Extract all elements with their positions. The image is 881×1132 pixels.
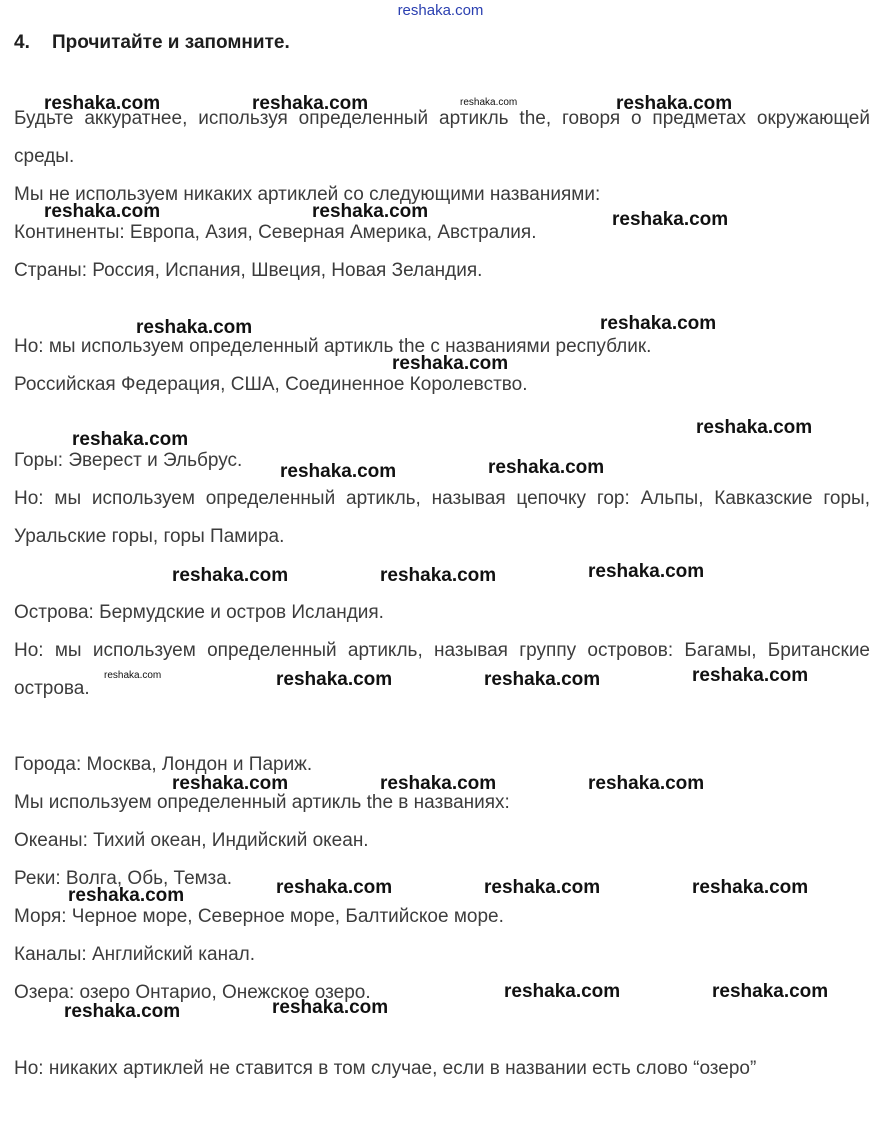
watermark: reshaka.com	[280, 461, 397, 482]
paragraph-islands: Острова: Бермудские и остров Исландия.	[14, 602, 384, 623]
watermark: reshaka.com	[380, 773, 497, 794]
watermark: reshaka.com	[692, 665, 809, 686]
watermark: reshaka.com	[712, 981, 829, 1002]
watermark: reshaka.com	[392, 353, 509, 374]
paragraph-seas: Моря: Черное море, Северное море, Балтийское море.	[14, 906, 504, 927]
paragraph-mountains: Горы: Эверест и Эльбрус.	[14, 450, 243, 471]
watermark: reshaka.com	[696, 417, 813, 438]
paragraph-federations: Российская Федерация, США, Соединенное Королевство.	[14, 374, 528, 395]
watermark: reshaka.com	[600, 313, 717, 334]
watermark: reshaka.com	[276, 669, 393, 690]
exercise-number: 4.	[14, 32, 30, 53]
exercise-title: Прочитайте и запомните.	[52, 32, 290, 53]
watermark: reshaka.com	[44, 93, 161, 114]
watermark: reshaka.com	[136, 317, 253, 338]
paragraph-no-articles: Мы не используем никаких артиклей со следующими названиями:	[14, 184, 601, 205]
paragraph-canals: Каналы: Английский канал.	[14, 944, 256, 965]
paragraph-countries: Страны: Россия, Испания, Швеция, Новая Зеландия.	[14, 260, 483, 281]
watermark: reshaka.com	[172, 565, 289, 586]
watermark: reshaka.com	[252, 93, 369, 114]
paragraph-with-the: Мы используем определенный артикль the в названиях:	[14, 792, 510, 813]
watermark: reshaka.com	[276, 877, 393, 898]
paragraph-republics: Но: мы используем определенный артикль the с названиями республик.	[14, 336, 652, 357]
exercise-heading	[14, 32, 290, 54]
watermark: reshaka.com	[272, 997, 389, 1018]
watermark: reshaka.com	[172, 773, 289, 794]
watermark: reshaka.com	[488, 457, 605, 478]
paragraph-environment: Будьте аккуратнее, используя определенный артикль the, говоря о предметах окружающей среды.	[14, 108, 870, 167]
paragraph-rivers: Реки: Волга, Обь, Темза.	[14, 868, 233, 889]
watermark: reshaka.com	[612, 209, 729, 230]
watermark: reshaka.com	[72, 429, 189, 450]
site-link[interactable]: reshaka.com	[397, 2, 484, 19]
watermark: reshaka.com	[68, 885, 185, 906]
paragraph-cities: Города: Москва, Лондон и Париж.	[14, 754, 313, 775]
watermark: reshaka.com	[616, 93, 733, 114]
watermark: reshaka.com	[692, 877, 809, 898]
watermark: reshaka.com	[484, 669, 601, 690]
watermark: reshaka.com	[312, 201, 429, 222]
watermark: reshaka.com	[104, 670, 162, 681]
watermark: reshaka.com	[64, 1001, 181, 1022]
watermark: reshaka.com	[588, 773, 705, 794]
paragraph-oceans: Океаны: Тихий океан, Индийский океан.	[14, 830, 369, 851]
watermark: reshaka.com	[484, 877, 601, 898]
paragraph-mountain-chains: Но: мы используем определенный артикль, называя цепочку гор: Альпы, Кавказские горы, Уральские горы, горы Памира.	[14, 488, 870, 547]
watermark: reshaka.com	[588, 561, 705, 582]
paragraph-island-groups: Но: мы используем определенный артикль, называя группу островов: Багамы, Британские острова.	[14, 640, 870, 699]
watermark: reshaka.com	[380, 565, 497, 586]
paragraph-continents: Континенты: Европа, Азия, Северная Америка, Австралия.	[14, 222, 537, 243]
watermark: reshaka.com	[460, 97, 518, 108]
paragraph-lake-exception: Но: никаких артиклей не ставится в том случае, если в названии есть слово “озеро”	[14, 1058, 757, 1079]
watermark: reshaka.com	[44, 201, 161, 222]
paragraph-lakes: Озера: озеро Онтарио, Онежское озеро.	[14, 982, 371, 1003]
watermark: reshaka.com	[504, 981, 621, 1002]
